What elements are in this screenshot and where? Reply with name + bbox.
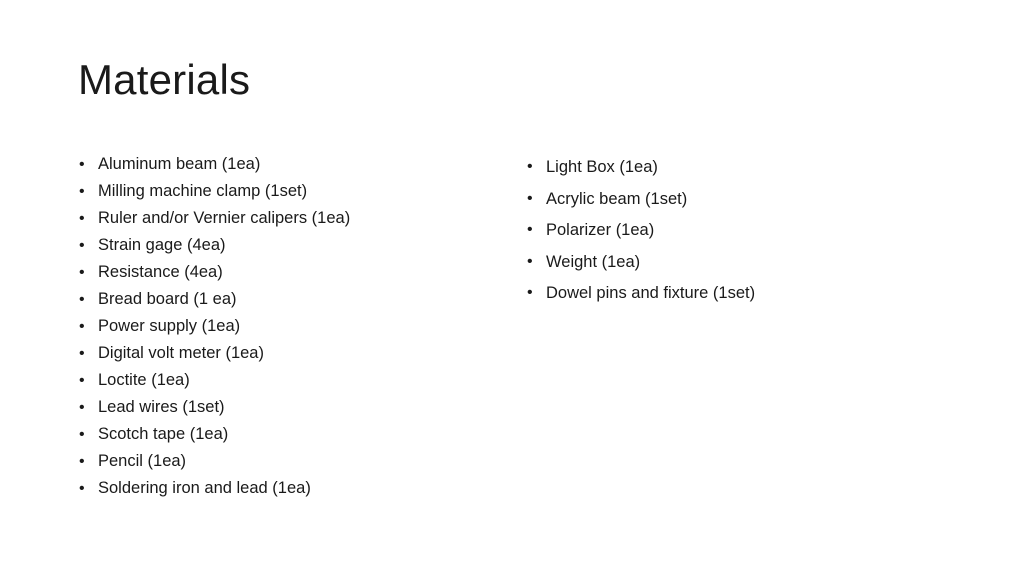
- list-item: [526, 281, 755, 305]
- list-item-label: Light Box (1ea): [546, 158, 658, 176]
- bullet-icon: •: [79, 156, 85, 173]
- bullet-icon: •: [527, 158, 533, 175]
- list-item: [78, 367, 350, 394]
- list-item-label: Loctite (1ea): [98, 371, 190, 389]
- bullet-icon: •: [79, 399, 85, 416]
- list-item-label: Soldering iron and lead (1ea): [98, 479, 311, 497]
- bullet-icon: •: [79, 291, 85, 308]
- list-item-label: Ruler and/or Vernier calipers (1ea): [98, 209, 351, 227]
- bullet-icon: •: [79, 453, 85, 470]
- list-item-label: Pencil (1ea): [98, 452, 187, 470]
- list-item-label: Aluminum beam (1ea): [98, 155, 261, 173]
- list-item: [78, 421, 350, 448]
- bullet-icon: •: [79, 345, 85, 362]
- bullet-icon: •: [79, 426, 85, 443]
- list-item-label: Acrylic beam (1set): [546, 189, 688, 208]
- list-item: [78, 475, 350, 502]
- list-item: [78, 259, 350, 286]
- list-item: [78, 151, 350, 178]
- list-item: [526, 250, 755, 274]
- list-item-label: Weight (1ea): [546, 252, 641, 271]
- materials-list-left: [78, 151, 350, 502]
- list-item-label: Dowel pins and fixture (1set): [546, 284, 756, 302]
- list-item: [78, 394, 350, 421]
- list-item-label: Strain gage (4ea): [98, 236, 226, 254]
- bullet-icon: •: [527, 189, 533, 207]
- list-item: [78, 448, 350, 475]
- list-item: [526, 187, 755, 211]
- list-item: [526, 155, 755, 179]
- list-item-label: Milling machine clamp (1set): [98, 182, 308, 200]
- list-item-label: Lead wires (1set): [98, 398, 225, 416]
- slide-title: Materials: [78, 56, 251, 103]
- list-item-label: Scotch tape (1ea): [98, 425, 229, 443]
- bullet-icon: •: [79, 480, 85, 497]
- list-item: [78, 340, 350, 367]
- bullet-icon: •: [79, 237, 85, 254]
- bullet-icon: •: [527, 221, 533, 238]
- list-item: [78, 232, 350, 259]
- list-item-label: Power supply (1ea): [98, 317, 241, 335]
- list-item: [78, 178, 350, 205]
- list-item: [78, 313, 350, 340]
- bullet-icon: •: [79, 264, 85, 281]
- list-item-label: Polarizer (1ea): [546, 221, 655, 239]
- bullet-icon: •: [79, 372, 85, 389]
- list-item: [526, 218, 755, 242]
- list-item-label: Bread board (1 ea): [98, 290, 237, 308]
- list-item-label: Digital volt meter (1ea): [98, 344, 264, 362]
- list-item: [78, 205, 350, 232]
- materials-list-right: [526, 155, 755, 313]
- bullet-icon: •: [527, 252, 533, 270]
- list-item-label: Resistance (4ea): [98, 263, 223, 281]
- bullet-icon: •: [527, 284, 533, 301]
- bullet-icon: •: [79, 210, 85, 227]
- bullet-icon: •: [79, 318, 85, 335]
- list-item: [78, 286, 350, 313]
- bullet-icon: •: [79, 183, 85, 200]
